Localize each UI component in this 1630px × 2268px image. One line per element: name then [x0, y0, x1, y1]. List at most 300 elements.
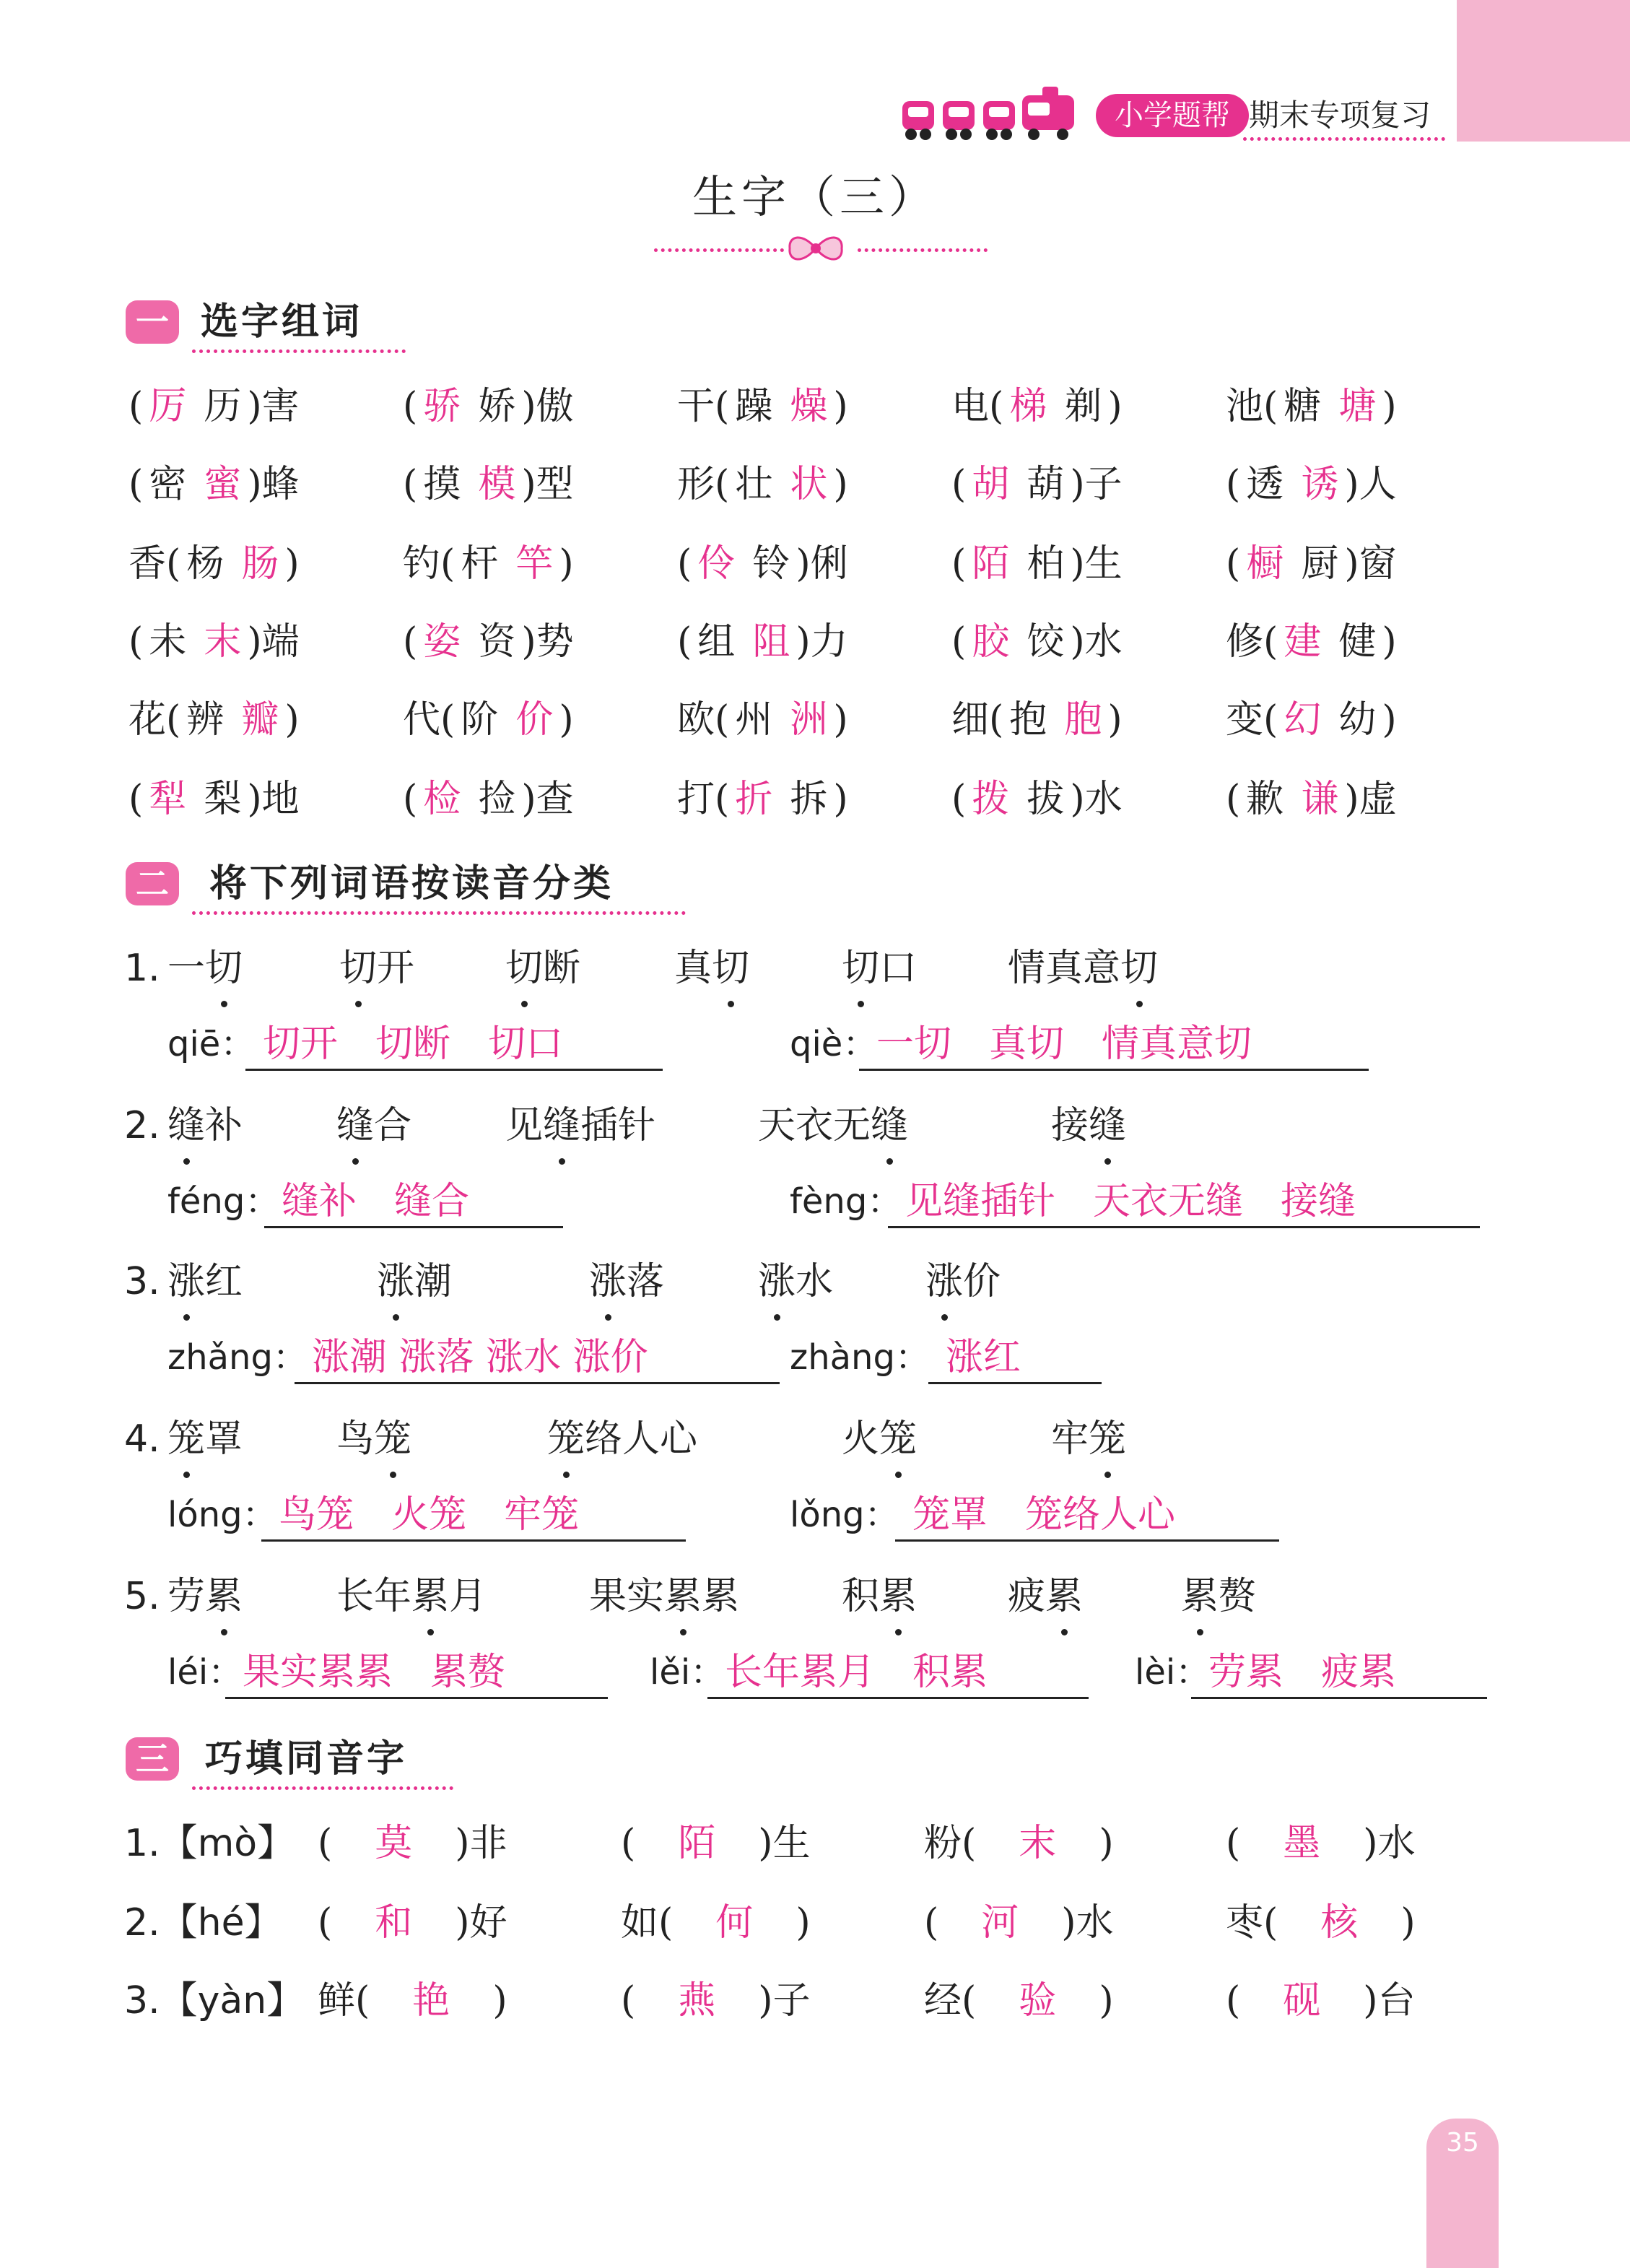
choice-option-a[interactable]: 歉 [1246, 778, 1284, 821]
bracket-close: ) [1070, 542, 1085, 586]
bracket-close: ) [492, 1979, 507, 2022]
emphasis-dot [1104, 1472, 1111, 1478]
emphasis-dot [1104, 1158, 1111, 1165]
choice-option-b[interactable]: 饺 [1027, 620, 1065, 664]
pinyin-label: lèi： [1135, 1652, 1211, 1693]
bracket-open: ( [166, 698, 181, 742]
bracket-open: ( [715, 385, 730, 428]
emphasis-dot [390, 1472, 396, 1478]
bracket-close: ) [247, 778, 262, 821]
emphasis-dot [895, 1629, 902, 1635]
choice-option-b[interactable]: 谦 [1301, 778, 1339, 821]
choice-prefix: 干 [677, 385, 715, 428]
fill-suffix: 水 [1076, 1901, 1114, 1945]
word-choice-item [1226, 459, 1397, 510]
emphasis-dot [521, 1001, 528, 1007]
title-divider-left [654, 248, 784, 252]
bracket-close: ) [833, 385, 848, 428]
word-choice-item [403, 381, 574, 432]
source-word: 累赘 [1181, 1575, 1257, 1618]
fill-suffix: 生 [772, 1822, 811, 1865]
source-word: 笼罩 [167, 1417, 243, 1461]
choice-option-a[interactable]: 杆 [461, 542, 499, 586]
fill-suffix: 非 [469, 1822, 507, 1865]
source-word: 缝补 [167, 1104, 243, 1147]
emphasis-dot [680, 1629, 687, 1635]
fill-answer[interactable]: 墨 [1283, 1822, 1321, 1865]
question-number: 1. [124, 947, 160, 990]
source-word: 天衣无缝 [758, 1104, 909, 1147]
source-word: 涨红 [167, 1260, 243, 1303]
answer-blank[interactable] [1191, 1697, 1487, 1699]
answer-blank[interactable] [225, 1697, 608, 1699]
source-word: 笼络人心 [547, 1417, 698, 1461]
fill-blank-item [318, 1976, 507, 2026]
source-word: 果实累累 [589, 1575, 740, 1618]
bracket-open: ( [951, 542, 967, 586]
emphasis-dot [858, 1001, 864, 1007]
fill-answer[interactable]: 燕 [678, 1979, 716, 2022]
choice-option-a[interactable]: 杨 [186, 542, 225, 586]
word-choice-item [677, 617, 848, 667]
choice-prefix: 修 [1226, 620, 1264, 664]
word-choice-item [403, 459, 574, 510]
emphasis-dot [941, 1314, 948, 1321]
choice-option-a[interactable]: 梯 [1009, 385, 1047, 428]
bracket-open: ( [128, 620, 144, 664]
choice-prefix: 电 [951, 385, 990, 428]
train-icon [901, 87, 1081, 143]
bracket-open: ( [1226, 1979, 1241, 2022]
word-choice-item [951, 617, 1123, 667]
choice-option-a[interactable]: 躁 [735, 385, 773, 428]
choice-option-a[interactable]: 犁 [149, 778, 187, 821]
word-choice-item [951, 539, 1123, 589]
word-choice-item [677, 695, 848, 745]
question-number: 4. [124, 1417, 160, 1461]
fill-answer[interactable]: 陌 [678, 1822, 716, 1865]
bracket-open: ( [318, 1901, 333, 1945]
choice-option-a[interactable]: 阶 [461, 698, 499, 742]
bracket-open: ( [403, 385, 418, 428]
bracket-open: ( [962, 1822, 977, 1865]
section-2-title: 将下列词语按读音分类 [209, 862, 614, 905]
bracket-open: ( [1226, 1822, 1241, 1865]
choice-option-a[interactable]: 折 [735, 778, 773, 821]
source-word: 见缝插针 [505, 1104, 656, 1147]
bracket-open: ( [962, 1979, 977, 2022]
fill-answer[interactable]: 何 [715, 1901, 754, 1945]
fill-answer[interactable]: 验 [1019, 1979, 1057, 2022]
page-title: 生字（三） [692, 170, 938, 223]
emphasis-dot [1197, 1629, 1203, 1635]
word-choice-item [128, 539, 300, 589]
choice-prefix: 池 [1226, 385, 1264, 428]
bracket-close: ) [455, 1822, 470, 1865]
bracket-open: ( [318, 1822, 333, 1865]
choice-option-a[interactable]: 厉 [149, 385, 187, 428]
choice-option-b[interactable]: 拔 [1027, 778, 1065, 821]
bracket-close: ) [521, 385, 536, 428]
bracket-close: ) [1107, 698, 1123, 742]
source-word: 情真意切 [1008, 947, 1159, 990]
pinyin-label: zhǎng： [167, 1337, 308, 1378]
answer-blank[interactable] [245, 1069, 663, 1071]
choice-option-b[interactable]: 拆 [790, 778, 828, 821]
bracket-close: ) [1070, 463, 1085, 506]
emphasis-dot [221, 1629, 227, 1635]
source-word: 涨潮 [377, 1260, 453, 1303]
fill-blank-item [318, 1818, 507, 1869]
word-choice-item [128, 774, 300, 825]
answer-blank[interactable] [895, 1539, 1279, 1542]
corner-tab [1457, 0, 1630, 142]
choice-suffix: 地 [261, 778, 300, 821]
bracket-close: ) [1344, 778, 1359, 821]
choice-option-a[interactable]: 州 [735, 698, 773, 742]
bracket-close: ) [1382, 385, 1397, 428]
emphasis-dot [605, 1314, 611, 1321]
pinyin-label: lěi： [650, 1652, 725, 1693]
bracket-open: ( [1226, 542, 1241, 586]
bracket-close: ) [521, 463, 536, 506]
bracket-close: ) [521, 778, 536, 821]
source-word: 缝合 [336, 1104, 412, 1147]
bracket-open: ( [715, 463, 730, 506]
answer-blank[interactable] [295, 1382, 780, 1384]
bracket-open: ( [951, 463, 967, 506]
word-choice-item [951, 381, 1123, 432]
choice-option-a[interactable]: 组 [697, 620, 736, 664]
homophone-label: 3.【yàn】 [124, 1979, 305, 2022]
bracket-open: ( [951, 778, 967, 821]
emphasis-dot [728, 1001, 734, 1007]
answer-blank[interactable] [707, 1697, 1089, 1699]
choice-suffix: 俐 [810, 542, 848, 586]
choice-option-b[interactable]: 洲 [790, 698, 828, 742]
fill-answer[interactable]: 和 [375, 1901, 413, 1945]
header-subtitle: 期末专项复习 [1249, 97, 1431, 133]
source-word: 积累 [842, 1575, 918, 1618]
choice-option-b[interactable]: 厨 [1301, 542, 1339, 586]
choice-prefix: 钓 [403, 542, 441, 586]
section-3-title: 巧填同音字 [205, 1737, 408, 1781]
word-choice-item [128, 459, 300, 510]
bracket-open: ( [128, 778, 144, 821]
choice-option-b[interactable]: 肠 [241, 542, 279, 586]
fill-answer[interactable]: 末 [1019, 1822, 1057, 1865]
bracket-close: ) [796, 542, 811, 586]
fill-answer[interactable]: 核 [1320, 1901, 1359, 1945]
choice-suffix: 水 [1084, 620, 1123, 664]
section-3-badge: 三 [126, 1737, 179, 1781]
answer-blank[interactable] [261, 1539, 686, 1542]
source-word: 长年累月 [336, 1575, 487, 1618]
emphasis-dot [774, 1314, 780, 1321]
emphasis-dot [393, 1314, 399, 1321]
bracket-open: ( [403, 463, 418, 506]
emphasis-dot [183, 1472, 190, 1478]
choice-option-b[interactable]: 捡 [478, 778, 516, 821]
bracket-close: ) [833, 698, 848, 742]
brand-badge: 小学题帮 [1096, 94, 1249, 137]
source-word: 涨水 [758, 1260, 834, 1303]
answer-text: 涨红 [946, 1336, 1021, 1379]
choice-prefix: 打 [677, 778, 715, 821]
fill-blank-item [621, 1818, 811, 1869]
choice-option-a[interactable]: 橱 [1246, 542, 1284, 586]
emphasis-dot [352, 1158, 359, 1165]
bracket-open: ( [621, 1822, 636, 1865]
choice-option-b[interactable]: 蜜 [204, 463, 242, 506]
word-choice-item [128, 695, 300, 745]
fill-suffix: 台 [1377, 1979, 1416, 2022]
bracket-close: ) [1382, 620, 1397, 664]
answer-blank[interactable] [928, 1382, 1102, 1384]
word-choice-item [1226, 381, 1397, 432]
pinyin-label: féng： [167, 1181, 280, 1222]
choice-prefix: 欧 [677, 698, 715, 742]
choice-suffix: 查 [536, 778, 574, 821]
fill-blank-item [621, 1898, 811, 1948]
choice-suffix: 水 [1084, 778, 1123, 821]
choice-option-b[interactable]: 胞 [1064, 698, 1102, 742]
fill-prefix: 枣 [1226, 1901, 1264, 1945]
choice-option-a[interactable]: 糖 [1283, 385, 1322, 428]
choice-option-a[interactable]: 抱 [1009, 698, 1047, 742]
emphasis-dot [895, 1472, 902, 1478]
word-choice-item [403, 695, 574, 745]
bracket-open: ( [355, 1979, 370, 2022]
choice-option-b[interactable]: 娇 [478, 385, 516, 428]
bracket-close: ) [833, 778, 848, 821]
fill-blank-item [1226, 1818, 1416, 1869]
choice-option-a[interactable]: 伶 [697, 542, 736, 586]
choice-option-b[interactable]: 末 [204, 620, 242, 664]
bracket-open: ( [128, 463, 144, 506]
word-choice-item [1226, 539, 1397, 589]
bracket-open: ( [1263, 698, 1278, 742]
bracket-open: ( [989, 385, 1004, 428]
source-word: 牢笼 [1051, 1417, 1127, 1461]
emphasis-dot [355, 1001, 362, 1007]
answer-text: 果实累累 累赘 [243, 1651, 506, 1694]
choice-suffix: 傲 [536, 385, 574, 428]
fill-blank-item [924, 1898, 1114, 1948]
bracket-open: ( [715, 698, 730, 742]
choice-option-b[interactable]: 塘 [1338, 385, 1377, 428]
choice-option-a[interactable]: 未 [149, 620, 187, 664]
choice-option-a[interactable]: 密 [149, 463, 187, 506]
pinyin-label: lǒng： [790, 1495, 899, 1535]
choice-prefix: 香 [128, 542, 167, 586]
source-word: 切开 [339, 947, 415, 990]
answer-text: 长年累月 积累 [725, 1651, 988, 1694]
choice-suffix: 型 [536, 463, 574, 506]
fill-prefix: 如 [621, 1901, 659, 1945]
title-divider-right [858, 248, 988, 252]
word-choice-item [403, 774, 574, 825]
bracket-close: ) [1099, 1979, 1114, 2022]
fill-prefix: 鲜 [318, 1979, 356, 2022]
section-1-title: 选字组词 [201, 300, 363, 344]
word-choice-item [128, 617, 300, 667]
choice-option-a[interactable]: 陌 [972, 542, 1010, 586]
bracket-close: ) [1107, 385, 1123, 428]
bracket-open: ( [440, 542, 456, 586]
word-choice-item [403, 617, 574, 667]
answer-blank[interactable] [888, 1226, 1480, 1228]
fill-blank-item [318, 1898, 507, 1948]
answer-text: 缝补 缝合 [282, 1180, 470, 1223]
fill-suffix: 水 [1377, 1822, 1416, 1865]
source-word: 疲累 [1008, 1575, 1084, 1618]
answer-text: 劳累 疲累 [1208, 1651, 1397, 1694]
fill-answer[interactable]: 河 [981, 1901, 1019, 1945]
choice-option-b[interactable]: 铃 [752, 542, 790, 586]
fill-prefix: 粉 [924, 1822, 962, 1865]
source-word: 火笼 [842, 1417, 918, 1461]
answer-blank[interactable] [264, 1226, 563, 1228]
choice-option-b[interactable]: 诱 [1301, 463, 1339, 506]
fill-answer[interactable]: 莫 [375, 1822, 413, 1865]
choice-suffix: 虚 [1359, 778, 1397, 821]
bracket-open: ( [403, 620, 418, 664]
source-word: 切口 [842, 947, 918, 990]
choice-option-b[interactable]: 健 [1338, 620, 1377, 664]
bracket-open: ( [403, 778, 418, 821]
pinyin-label: lóng： [167, 1495, 277, 1535]
bracket-close: ) [1344, 463, 1359, 506]
fill-blank-item [924, 1976, 1114, 2026]
choice-option-b[interactable]: 模 [478, 463, 516, 506]
choice-option-a[interactable]: 幻 [1283, 698, 1322, 742]
bracket-close: ) [1061, 1901, 1076, 1945]
bracket-open: ( [924, 1901, 939, 1945]
bracket-close: ) [455, 1901, 470, 1945]
choice-option-a[interactable]: 壮 [735, 463, 773, 506]
bracket-close: ) [1344, 542, 1359, 586]
word-choice-item [677, 459, 848, 510]
question-number: 5. [124, 1575, 160, 1618]
fill-suffix: 好 [469, 1901, 507, 1945]
choice-option-b[interactable]: 价 [515, 698, 554, 742]
bracket-open: ( [989, 698, 1004, 742]
bracket-open: ( [128, 385, 144, 428]
bracket-close: ) [796, 1901, 811, 1945]
bracket-close: ) [796, 620, 811, 664]
choice-option-a[interactable]: 拨 [972, 778, 1010, 821]
choice-option-a[interactable]: 检 [423, 778, 461, 821]
choice-option-a[interactable]: 胶 [972, 620, 1010, 664]
answer-blank[interactable] [859, 1069, 1369, 1071]
source-word: 涨价 [925, 1260, 1001, 1303]
bracket-close: ) [559, 542, 574, 586]
choice-option-a[interactable]: 辨 [186, 698, 225, 742]
question-number: 3. [124, 1260, 160, 1303]
source-word: 劳累 [167, 1575, 243, 1618]
bow-icon [787, 231, 845, 266]
bracket-open: ( [951, 620, 967, 664]
bracket-close: ) [559, 698, 574, 742]
choice-prefix: 形 [677, 463, 715, 506]
choice-option-b[interactable]: 瓣 [241, 698, 279, 742]
choice-option-b[interactable]: 状 [790, 463, 828, 506]
choice-option-b[interactable]: 剃 [1064, 385, 1102, 428]
pinyin-label: zhàng： [790, 1337, 930, 1378]
header-divider [1243, 137, 1445, 141]
choice-option-b[interactable]: 资 [478, 620, 516, 664]
choice-option-a[interactable]: 骄 [423, 385, 461, 428]
choice-option-a[interactable]: 胡 [972, 463, 1010, 506]
word-choice-item [403, 539, 574, 589]
choice-option-a[interactable]: 建 [1283, 620, 1322, 664]
emphasis-dot [221, 1001, 227, 1007]
question-number: 2. [124, 1104, 160, 1147]
choice-option-a[interactable]: 透 [1246, 463, 1284, 506]
bracket-close: ) [1400, 1901, 1416, 1945]
source-word: 一切 [167, 947, 243, 990]
choice-option-b[interactable]: 柏 [1027, 542, 1065, 586]
choice-option-b[interactable]: 幼 [1338, 698, 1377, 742]
choice-option-a[interactable]: 姿 [423, 620, 461, 664]
word-choice-item [677, 774, 848, 825]
section-2-badge: 二 [126, 862, 179, 905]
bracket-close: ) [521, 620, 536, 664]
choice-option-a[interactable]: 摸 [423, 463, 461, 506]
word-choice-item [677, 539, 848, 589]
homophone-label: 2.【hé】 [124, 1901, 282, 1945]
choice-option-b[interactable]: 梨 [204, 778, 242, 821]
emphasis-dot [427, 1629, 434, 1635]
fill-prefix: 经 [924, 1979, 962, 2022]
answer-text: 鸟笼 火笼 牢笼 [279, 1493, 580, 1537]
pinyin-label: qiē： [167, 1024, 256, 1064]
answer-text: 笼罩 笼络人心 [912, 1493, 1176, 1537]
choice-option-b[interactable]: 历 [204, 385, 242, 428]
word-choice-item [951, 695, 1123, 745]
fill-blank-item [1226, 1976, 1416, 2026]
bracket-open: ( [440, 698, 456, 742]
bracket-open: ( [677, 620, 692, 664]
emphasis-dot [183, 1158, 190, 1165]
bracket-close: ) [1363, 1822, 1378, 1865]
bracket-close: ) [758, 1979, 773, 2022]
choice-option-b[interactable]: 阻 [752, 620, 790, 664]
bracket-open: ( [621, 1979, 636, 2022]
fill-answer[interactable]: 艳 [412, 1979, 450, 2022]
fill-blank-item [621, 1976, 811, 2026]
choice-option-b[interactable]: 燥 [790, 385, 828, 428]
choice-prefix: 变 [1226, 698, 1264, 742]
fill-answer[interactable]: 砚 [1283, 1979, 1321, 2022]
choice-option-b[interactable]: 竿 [515, 542, 554, 586]
choice-suffix: 端 [261, 620, 300, 664]
choice-suffix: 窗 [1359, 542, 1397, 586]
emphasis-dot [563, 1472, 570, 1478]
bracket-close: ) [247, 463, 262, 506]
bracket-close: ) [1070, 778, 1085, 821]
bracket-close: ) [284, 698, 300, 742]
section-2-divider [192, 911, 686, 915]
word-choice-item [951, 459, 1123, 510]
choice-suffix: 势 [536, 620, 574, 664]
choice-option-b[interactable]: 葫 [1027, 463, 1065, 506]
emphasis-dot [559, 1158, 565, 1165]
pinyin-label: fèng： [790, 1181, 902, 1222]
bracket-close: ) [284, 542, 300, 586]
choice-prefix: 花 [128, 698, 167, 742]
